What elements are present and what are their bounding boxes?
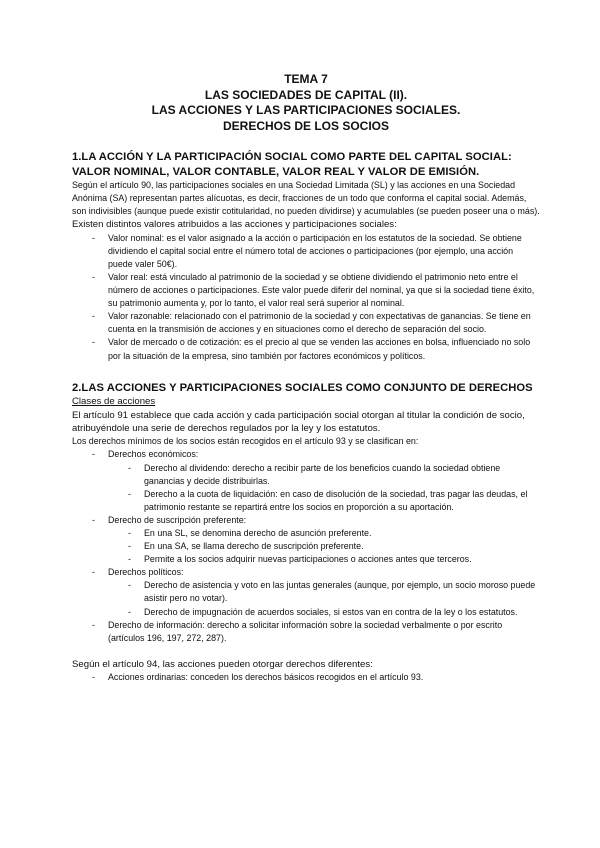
- economic-rights-label: Derechos económicos:: [108, 449, 199, 460]
- economic-rights-sublist: [108, 462, 540, 514]
- list-item-subscription-purpose: - Permite a los socios adquirir nuevas participaciones o acciones antes que terceros.: [108, 553, 540, 566]
- list-item-ordinary-shares: - Acciones ordinarias: conceden los derechos básicos recogidos en el artículo 93.: [72, 671, 540, 684]
- list-item-valor-real: - Valor real: está vinculado al patrimonio de la sociedad y se obtiene dividiendo el patrimonio neto entre el número de acciones o participaciones. Este valor puede diferir del nominal, ya que si la sociedad tiene éxito, su patrimonio aumenta y, por lo tanto, el valor real será superior al nominal.: [72, 271, 540, 310]
- section-2-heading: 2.LAS ACCIONES Y PARTICIPACIONES SOCIALES COMO CONJUNTO DE DERECHOS: [72, 381, 533, 394]
- list-item-sa-subscription: - En una SA, se llama derecho de suscripción preferente.: [108, 540, 540, 553]
- list-item-political-rights: [72, 566, 540, 618]
- section-2-para-3: Según el artículo 94, las acciones pueden otorgar derechos diferentes:: [72, 658, 373, 670]
- list-item-information-right: - Derecho de información: derecho a solicitar información sobre la sociedad verbalmente o por escrito (artículos 196, 197, 272, 287).: [72, 619, 540, 645]
- title-line-4: DERECHOS DE LOS SOCIOS: [222, 118, 390, 133]
- list-item-subscription-right: [72, 514, 540, 566]
- rights-list: [72, 448, 540, 644]
- section-1-heading: [72, 150, 540, 179]
- political-rights-label: Derechos políticos:: [108, 567, 184, 578]
- values-list: [72, 232, 540, 363]
- values-intro: Existen distintos valores atribuidos a las acciones y participaciones sociales:: [72, 219, 397, 231]
- spacer: [72, 645, 540, 658]
- title-line-2: LAS SOCIEDADES DE CAPITAL (II).: [204, 87, 408, 102]
- list-item-challenge: - Derecho de impugnación de acuerdos sociales, si estos van en contra de la ley o los estatutos.: [108, 606, 540, 619]
- subscription-right-label: Derecho de suscripción preferente:: [108, 514, 247, 525]
- title-line-1: TEMA 7: [284, 72, 328, 86]
- list-item-economic-rights: [72, 448, 540, 513]
- list-item-valor-nominal: - Valor nominal: es el valor asignado a la acción o participación en los estatutos de la sociedad. Se obtiene dividiendo el capital social entre el número total de acciones o participaciones (por ejemplo, una acción puede valer 50€).: [72, 232, 540, 271]
- share-types-list: [72, 671, 540, 684]
- list-item-valor-razonable: - Valor razonable: relacionado con el patrimonio de la sociedad y con expectativas de ganancias. Se tiene en cuenta en la transmisión de acciones y en situaciones como el derecho de separación del socio.: [72, 310, 540, 336]
- list-item-liquidation: - Derecho a la cuota de liquidación: en caso de disolución de la sociedad, tras pagar las deudas, el patrimonio restante se repartirá entre los socios en proporción a su aportación.: [108, 488, 540, 514]
- section-2-subheading: Clases de acciones: [72, 396, 156, 408]
- list-item-sl-subscription: - En una SL, se denomina derecho de asunción preferente.: [108, 527, 540, 540]
- list-item-vote: - Derecho de asistencia y voto en las juntas generales (aunque, por ejemplo, un socio moroso puede asistir pero no votar).: [108, 579, 540, 605]
- section-2-para-1: El artículo 91 establece que cada acción y cada participación social otorgan al titular la condición de socio, atribuyéndole una serie de derechos regulados por la ley y los estatutos.: [72, 409, 525, 434]
- list-item-dividend: - Derecho al dividendo: derecho a recibir parte de los beneficios cuando la sociedad obtiene ganancias y decide distribuirlas.: [108, 462, 540, 488]
- section-1-intro: Según el artículo 90, las participaciones sociales en una Sociedad Limitada (SL) y las acciones en una Sociedad Anónima (SA) representan partes alícuotas, es decir, fracciones de un todo que conforma el capital social. Además, son indivisibles (aunque puede existir cotitularidad, no pueden dividirse) y acumulables (se pueden poseer una o más).: [72, 180, 540, 217]
- political-rights-sublist: [108, 579, 540, 618]
- section-1-heading-line-1: 1.LA ACCIÓN Y LA PARTICIPACIÓN SOCIAL COMO PARTE DEL CAPITAL SOCIAL:: [72, 151, 512, 163]
- title-line-3: LAS ACCIONES Y LAS PARTICIPACIONES SOCIALES.: [151, 103, 461, 117]
- section-1-heading-line-2: VALOR NOMINAL, VALOR CONTABLE, VALOR REAL Y VALOR DE EMISIÓN.: [72, 165, 480, 178]
- list-item-valor-mercado: - Valor de mercado o de cotización: es el precio al que se venden las acciones en bolsa, influenciado no solo por la situación de la empresa, sino también por factores económicos y políticos.: [72, 336, 540, 362]
- subscription-sublist: [108, 527, 540, 566]
- section-2-para-2: Los derechos mínimos de los socios están recogidos en el artículo 93 y se clasifican en:: [72, 436, 419, 447]
- document-title: [72, 72, 540, 134]
